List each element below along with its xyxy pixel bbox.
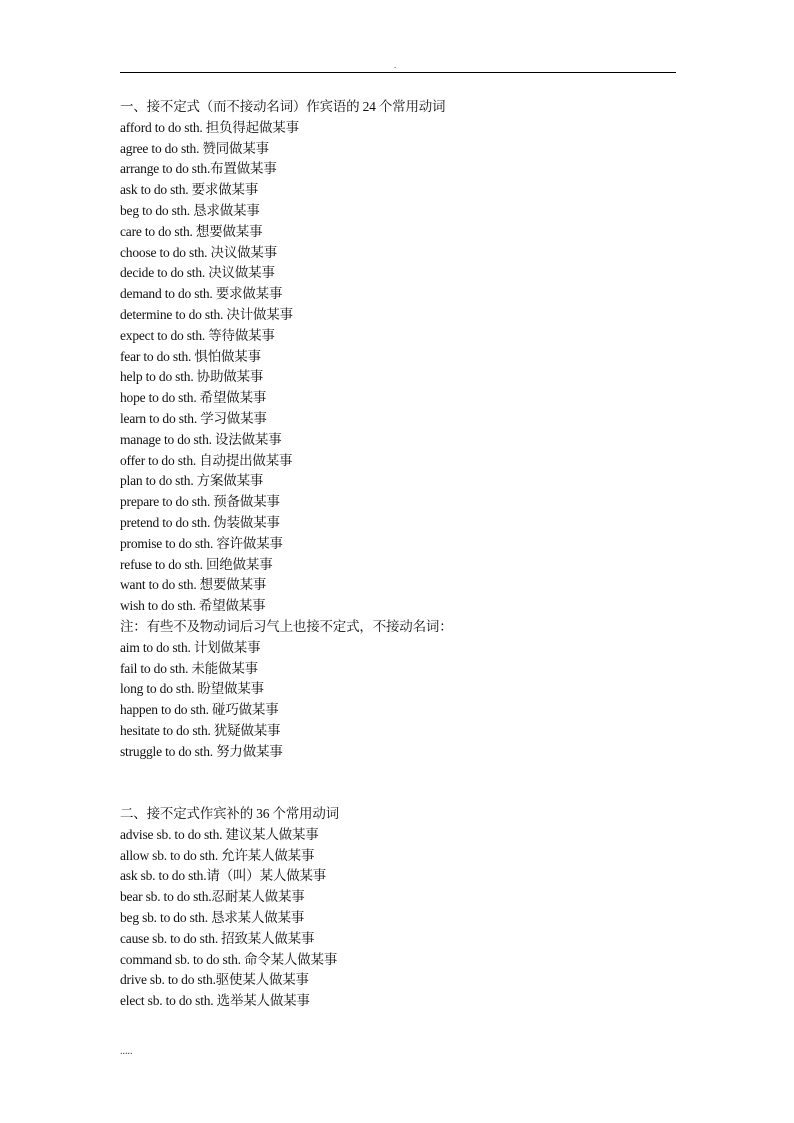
list-item: pretend to do sth. 伪装做某事 (120, 514, 280, 530)
section-gap (120, 763, 680, 805)
list-item: wish to do sth. 希望做某事 (120, 598, 266, 614)
list-item: agree to do sth. 赞同做某事 (120, 140, 269, 156)
section2-list (120, 825, 680, 1012)
list-item: want to do sth. 想要做某事 (120, 577, 267, 593)
list-item: struggle to do sth. 努力做某事 (120, 743, 283, 759)
list-item: beg sb. to do sth. 恳求某人做某事 (120, 910, 305, 926)
header-mark: . (394, 60, 397, 70)
list-item: ask to do sth. 要求做某事 (120, 182, 259, 198)
list-item: offer to do sth. 自动提出做某事 (120, 452, 293, 468)
list-item: determine to do sth. 决计做某事 (120, 306, 293, 322)
list-item: afford to do sth. 担负得起做某事 (120, 119, 299, 135)
list-item: aim to do sth. 计划做某事 (120, 639, 261, 655)
list-item: beg to do sth. 恳求做某事 (120, 202, 260, 218)
list-item: learn to do sth. 学习做某事 (120, 410, 267, 426)
list-item: expect to do sth. 等待做某事 (120, 327, 275, 343)
section1-list (120, 118, 680, 617)
list-item: allow sb. to do sth. 允许某人做某事 (120, 847, 315, 863)
list-item: care to do sth. 想要做某事 (120, 223, 263, 239)
list-item: demand to do sth. 要求做某事 (120, 286, 283, 302)
footer-mark: ..... (120, 1046, 133, 1057)
list-item: hope to do sth. 希望做某事 (120, 390, 267, 406)
list-item: cause sb. to do sth. 招致某人做某事 (120, 930, 315, 946)
list-item: bear sb. to do sth.忍耐某人做某事 (120, 889, 305, 905)
section1-title: 一、接不定式（而不接动名词）作宾语的 24 个常用动词 (120, 99, 446, 114)
list-item: happen to do sth. 碰巧做某事 (120, 702, 279, 718)
list-item: drive sb. to do sth.驱使某人做某事 (120, 972, 309, 988)
list-item: help to do sth. 协助做某事 (120, 369, 264, 385)
list-item: prepare to do sth. 预备做某事 (120, 494, 280, 510)
list-item: plan to do sth. 方案做某事 (120, 473, 264, 489)
header-rule (120, 72, 676, 73)
list-item: decide to do sth. 决议做某事 (120, 265, 275, 281)
list-item: refuse to do sth. 回绝做某事 (120, 556, 273, 572)
list-item: fear to do sth. 惧怕做某事 (120, 348, 261, 364)
list-item: advise sb. to do sth. 建议某人做某事 (120, 826, 319, 842)
list-item: manage to do sth. 设法做某事 (120, 431, 282, 447)
list-item: arrange to do sth.布置做某事 (120, 161, 277, 177)
list-item: hesitate to do sth. 犹疑做某事 (120, 722, 281, 738)
list-item: long to do sth. 盼望做某事 (120, 681, 264, 697)
section1-note: 注：有些不及物动词后习气上也接不定式，不接动名词： (120, 618, 453, 634)
list-item: command sb. to do sth. 命令某人做某事 (120, 951, 338, 967)
list-item: choose to do sth. 决议做某事 (120, 244, 278, 260)
list-item: promise to do sth. 容许做某事 (120, 535, 283, 551)
list-item: fail to do sth. 未能做某事 (120, 660, 258, 676)
document-content (120, 97, 680, 1012)
section2-title: 二、接不定式作宾补的 36 个常用动词 (120, 806, 339, 822)
list-item: elect sb. to do sth. 选举某人做某事 (120, 993, 310, 1009)
list-item: ask sb. to do sth.请（叫）某人做某事 (120, 868, 327, 884)
section1-note-list (120, 638, 680, 763)
